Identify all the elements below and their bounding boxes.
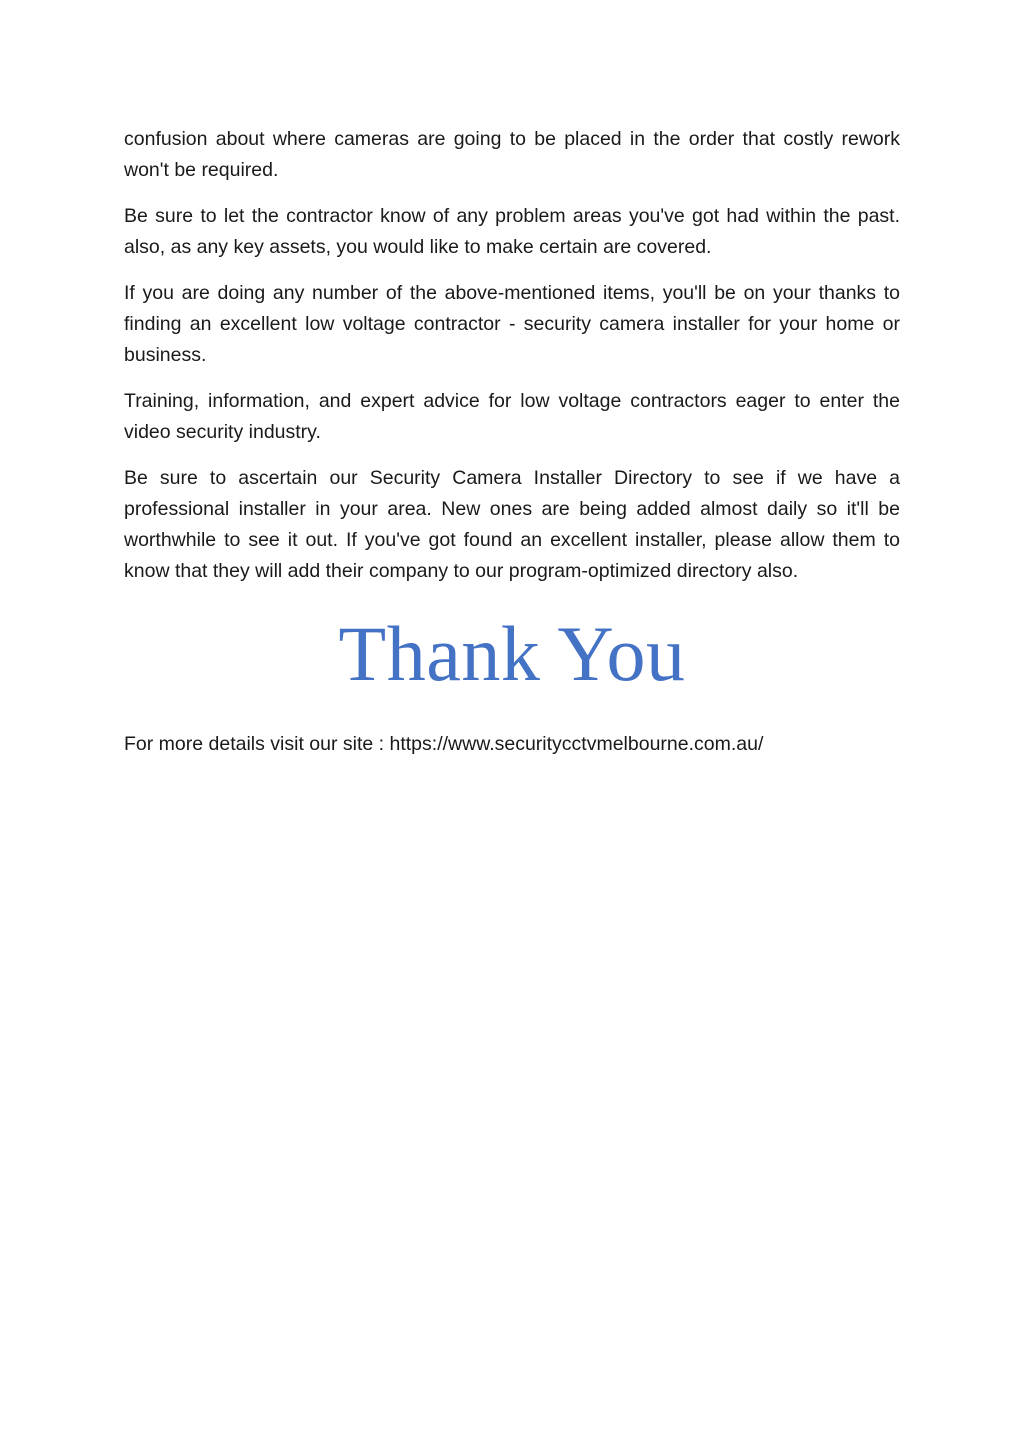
paragraph-2: Be sure to let the contractor know of any problem areas you've got had within the past. also, as any key assets, you would like to make certain are covered. [124, 205, 900, 258]
paragraph-5: Be sure to ascertain our Security Camera Installer Directory to see if we have a professional installer in your area. New ones are being added almost daily so it'll be worthwhile to see it out. If you've got found an excellent installer, please allow them to know that they will add their company to our program-optimized directory also. [124, 467, 900, 582]
site-link-line: For more details visit our site : https://www.securitycctvmelbourne.com.au/ [124, 733, 764, 755]
page-content [124, 124, 900, 760]
paragraph-3: If you are doing any number of the above-mentioned items, you'll be on your thanks to finding an excellent low voltage contractor - security camera installer for your home or business. [124, 282, 900, 366]
paragraph-4: Training, information, and expert advice for low voltage contractors eager to enter the video security industry. [124, 390, 900, 443]
paragraph-1: confusion about where cameras are going to be placed in the order that costly rework won't be required. [124, 128, 900, 181]
thank-you-heading: Thank You [338, 610, 686, 697]
